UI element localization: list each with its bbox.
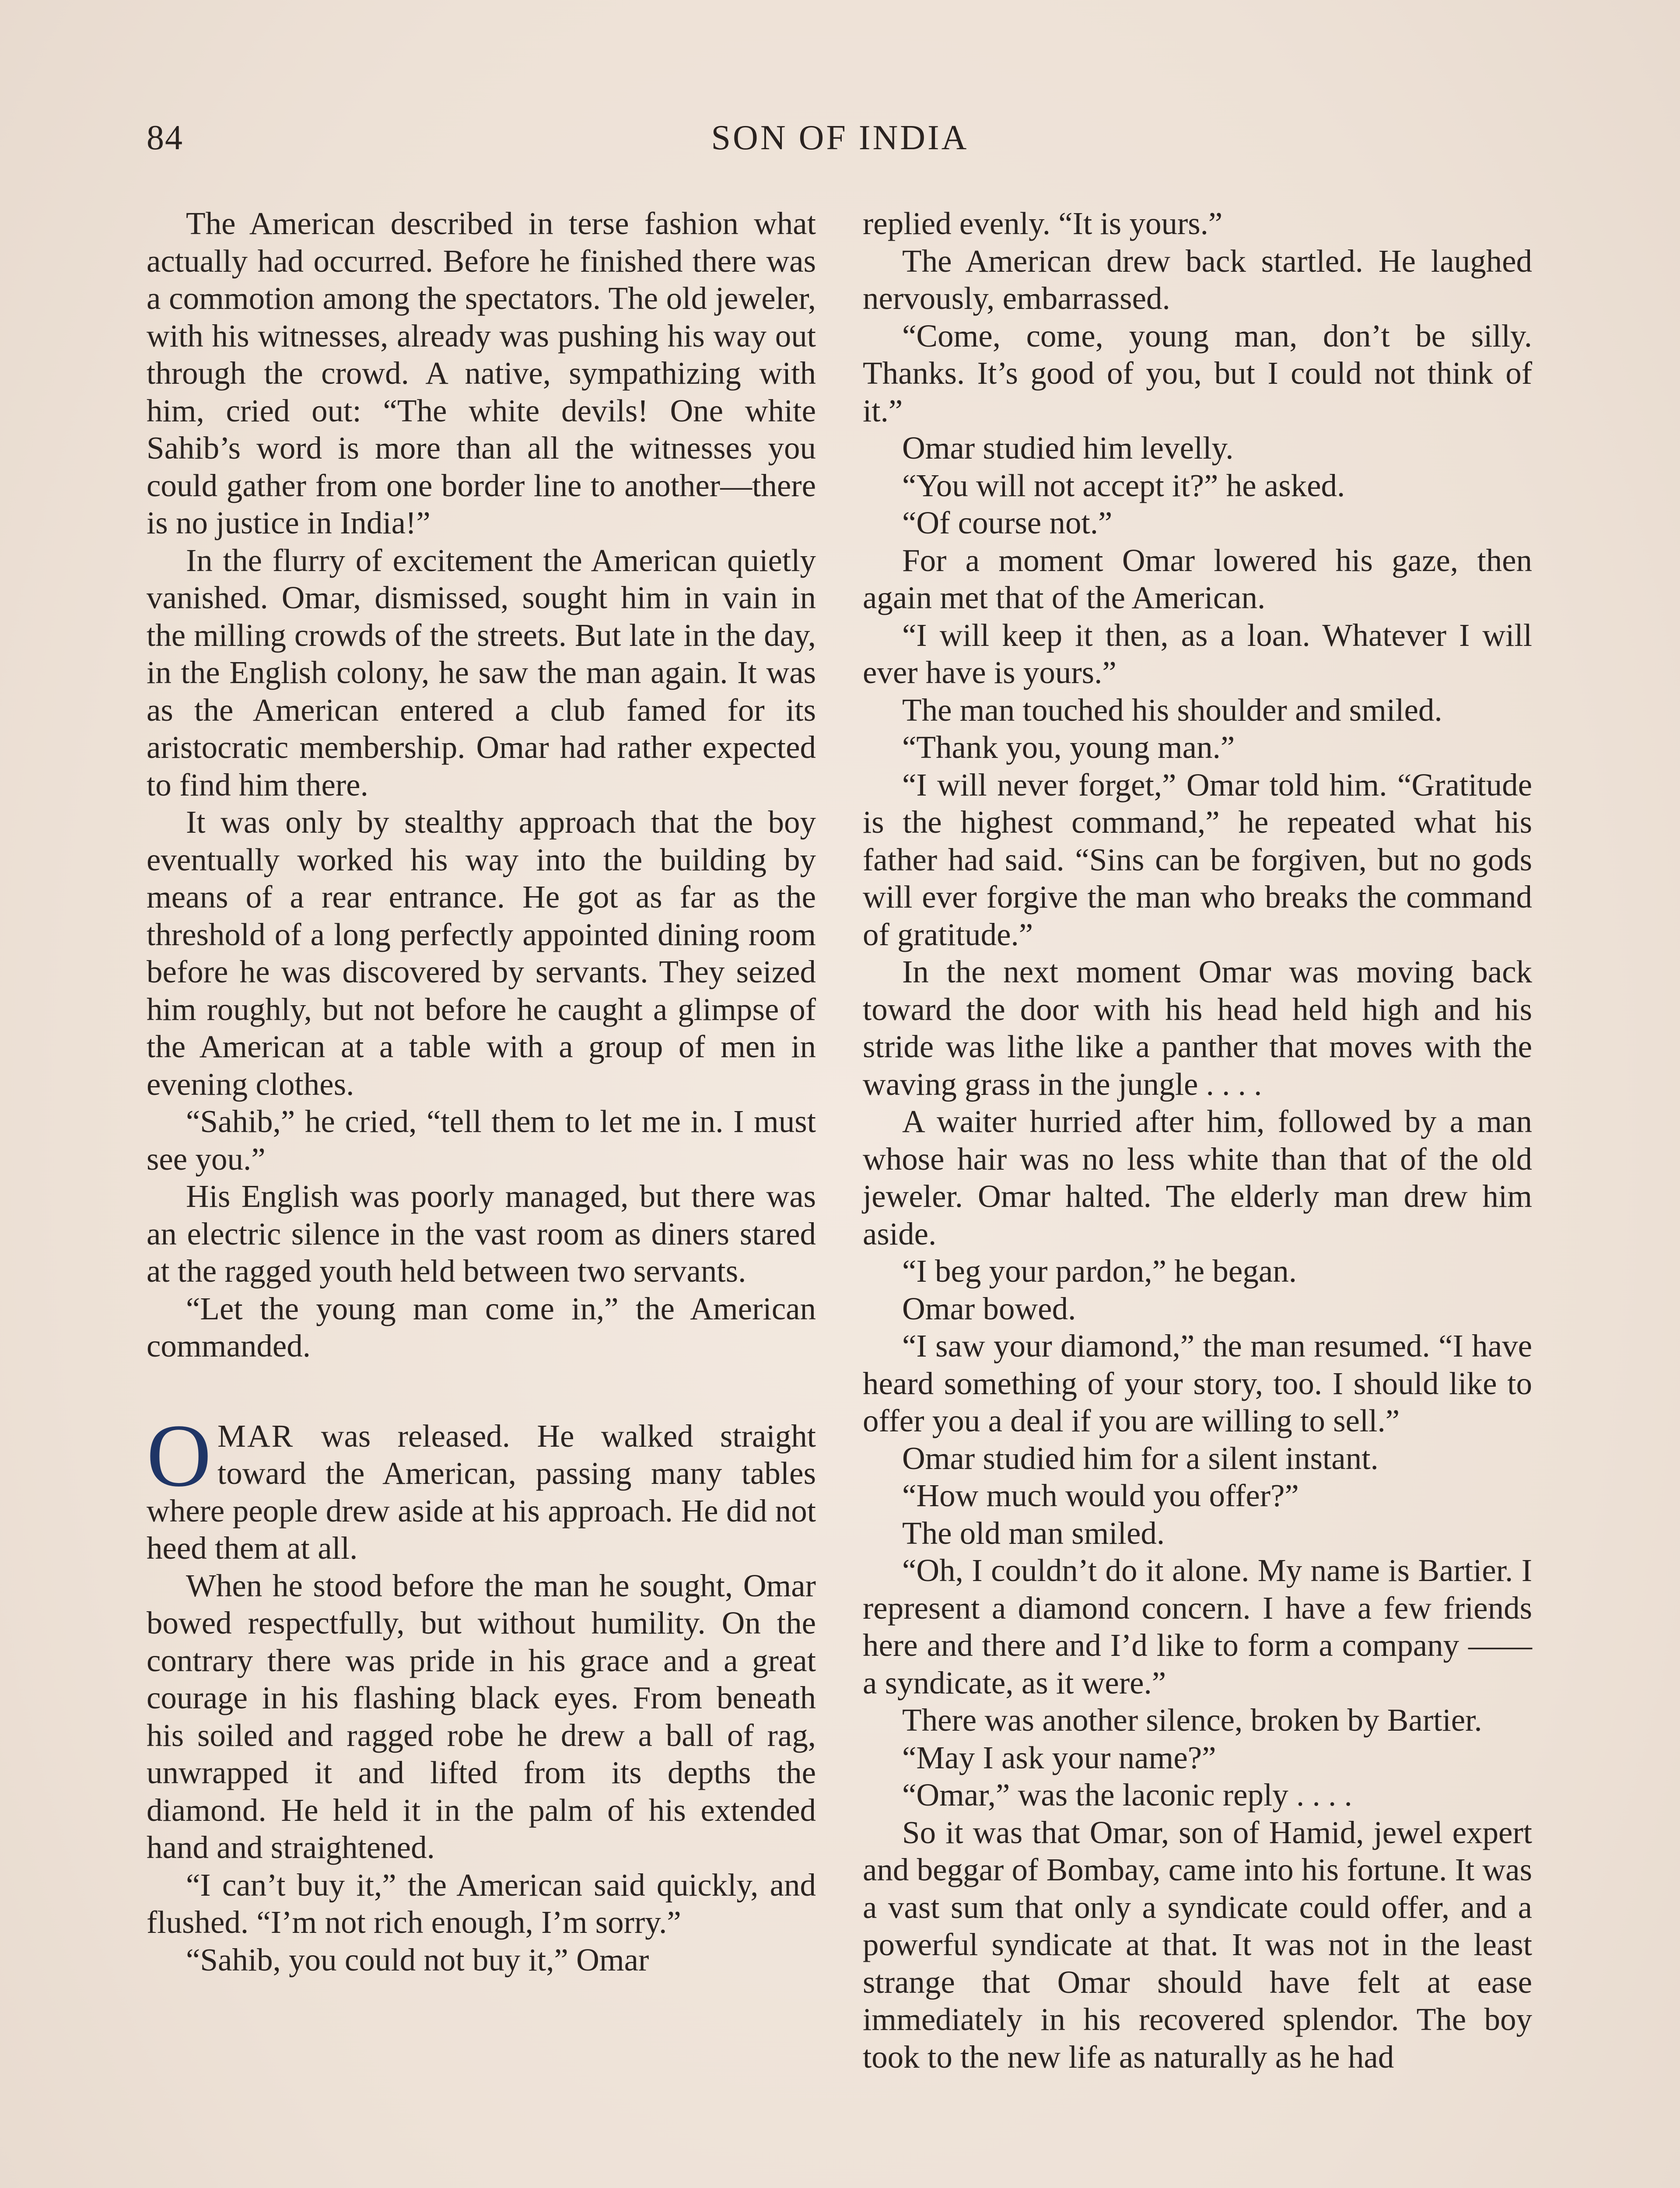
- paragraph: “How much would you offer?”: [902, 1478, 1299, 1513]
- paragraph: The man touched his shoulder and smiled.: [902, 692, 1442, 728]
- paragraph: “Sahib, you could not buy it,” Omar: [186, 1942, 649, 1978]
- paragraph: “I will keep it then, as a loan. Whatever I will ever have is yours.”: [863, 617, 1532, 690]
- paragraph: A waiter hurried after him, followed by a man whose hair was no less white than that of the old jeweler. Omar halted. The elderly man drew him aside.: [863, 1104, 1532, 1252]
- paragraph: There was another silence, broken by Bartier.: [902, 1702, 1482, 1738]
- page-number: 84: [147, 119, 183, 157]
- paragraph: “Oh, I couldn’t do it alone. My name is Bartier. I represent a diamond concern. I have a few friends here and there and I’d like to form a company ——a syndicate, as it were.”: [863, 1553, 1532, 1701]
- paragraph: “Thank you, young man.”: [902, 729, 1235, 765]
- paragraph: Omar studied him levelly.: [902, 430, 1234, 466]
- paragraph-text: was released. He walked straight toward the American, passing many tables where people drew aside at his approach. He did not heed them at all.: [147, 1418, 816, 1566]
- paragraph: “Let the young man come in,” the American commanded.: [147, 1290, 816, 1364]
- paragraph: “I saw your diamond,” the man resumed. “I have heard something of your story, too. I should like to offer you a deal if you are willing to sell.”: [863, 1328, 1532, 1438]
- paragraph: The American drew back startled. He laughed nervously, embarrassed.: [863, 243, 1532, 316]
- section-break: [147, 1365, 816, 1417]
- paragraph: His English was poorly managed, but there was an electric silence in the vast room as diners stared at the ragged youth held between two servants.: [147, 1178, 816, 1289]
- paragraph: In the next moment Omar was moving back toward the door with his head held high and his stride was lithe like a panther that moves with the waving grass in the jungle . . . .: [863, 954, 1532, 1102]
- paragraph: Omar bowed.: [902, 1290, 1076, 1326]
- paragraph: “Of course not.”: [902, 505, 1113, 540]
- paragraph: In the flurry of excitement the American quietly vanished. Omar, dismissed, sought him in vain in the milling crowds of the streets. But late in the day, in the English colony, he saw the man again. It was as the American entered a club famed for its aristocratic membership. Omar had rather expected to find him there.: [147, 542, 816, 803]
- paragraph: “Come, come, young man, don’t be silly. Thanks. It’s good of you, but I could not think of it.”: [863, 318, 1532, 428]
- running-head: SON OF INDIA: [711, 119, 969, 157]
- left-column: [147, 205, 816, 1978]
- paragraph: “Omar,” was the laconic reply . . . .: [902, 1777, 1352, 1813]
- paragraph: So it was that Omar, son of Hamid, jewel expert and beggar of Bombay, came into his fortune. It was a vast sum that only a syndicate could offer, and a powerful syndicate at that. It was not in the least strange that Omar should have felt at ease immediately in his recovered splendor. The boy took to the new life as naturally as he had: [863, 1814, 1532, 2075]
- paragraph: When he stood before the man he sought, Omar bowed respectfully, but without humility. On the contrary there was pride in his grace and a great courage in his flashing black eyes. From beneath his soiled and ragged robe he drew a ball of rag, unwrapped it and lifted from its depths the diamond. He held it in the palm of his extended hand and straightened.: [147, 1567, 816, 1865]
- paragraph: “You will not accept it?” he asked.: [902, 467, 1345, 503]
- small-caps-lead: MAR: [217, 1418, 294, 1454]
- page-header: [147, 118, 1533, 166]
- right-column: [863, 205, 1532, 2076]
- paragraph: The old man smiled.: [902, 1515, 1165, 1551]
- paragraph: The American described in terse fashion what actually had occurred. Before he finished there was a commotion among the spectators. The old jeweler, with his witnesses, already was pushing his way out through the crowd. A native, sympathizing with him, cried out: “The white devils! One white Sahib’s word is more than all the witnesses you could gather from one border line to another—there is no justice in India!”: [147, 206, 816, 540]
- paragraph: “I beg your pardon,” he began.: [902, 1253, 1297, 1289]
- paragraph-with-drop-cap: [147, 1406, 816, 1567]
- paragraph: “May I ask your name?”: [902, 1739, 1216, 1775]
- paragraph-continued: replied evenly. “It is yours.”: [863, 206, 1223, 241]
- paragraph: Omar studied him for a silent instant.: [902, 1440, 1379, 1476]
- drop-cap: O: [147, 1406, 212, 1505]
- paragraph: For a moment Omar lowered his gaze, then again met that of the American.: [863, 542, 1532, 615]
- paragraph: It was only by stealthy approach that the boy eventually worked his way into the building by means of a rear entrance. He got as far as the threshold of a long perfectly appointed dining room before he was discovered by servants. They seized him roughly, but not before he caught a glimpse of the American at a table with a group of men in evening clothes.: [147, 804, 816, 1102]
- paragraph: “I can’t buy it,” the American said quickly, and flushed. “I’m not rich enough, I’m sorry.”: [147, 1867, 816, 1940]
- paragraph: “Sahib,” he cried, “tell them to let me in. I must see you.”: [147, 1104, 816, 1177]
- paragraph: “I will never forget,” Omar told him. “Gratitude is the highest command,” he repeated what his father had said. “Sins can be forgiven, but no gods will ever forgive the man who breaks the command of gratitude.”: [863, 767, 1532, 952]
